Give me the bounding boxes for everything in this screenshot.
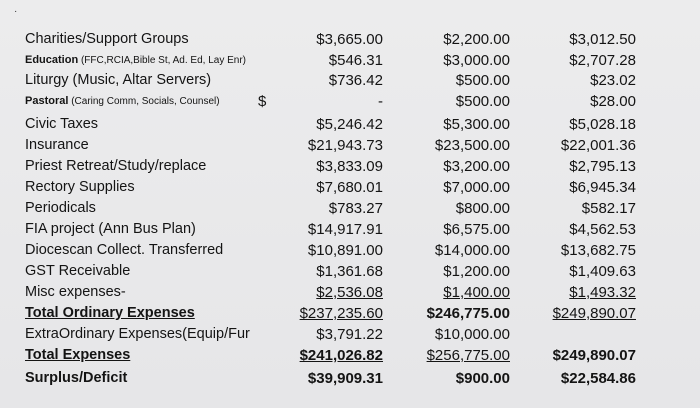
value-col2: $10,000.00: [434, 326, 510, 343]
row-label: Charities/Support Groups: [25, 31, 189, 47]
value-col2: $900.00: [455, 370, 510, 387]
value-col2: $800.00: [455, 200, 510, 217]
row-label-detail: (Caring Comm, Socials, Counsel): [68, 96, 220, 107]
table-row: [0, 135, 700, 156]
row-label: Insurance: [25, 137, 89, 153]
value-col1: $3,665.00: [316, 31, 383, 48]
table-row: [0, 282, 700, 303]
row-label: Total Ordinary Expenses: [25, 305, 195, 321]
value-col3: $22,584.86: [560, 370, 636, 387]
row-label: Rectory Supplies: [25, 179, 135, 195]
row-label-bold: Education: [25, 54, 79, 66]
value-col3: $1,409.63: [569, 263, 636, 280]
row-label: Surplus/Deficit: [25, 370, 128, 386]
row-label-detail: (FFC,RCIA,Bible St, Ad. Ed, Lay Enr): [78, 55, 247, 66]
corner-mark: ·: [14, 6, 18, 17]
value-col2: $500.00: [455, 72, 510, 89]
row-label: Misc expenses-: [25, 284, 126, 300]
value-col2: $7,000.00: [443, 179, 510, 196]
value-col1: $783.27: [328, 200, 383, 217]
table-row-surplus-deficit: [0, 368, 700, 389]
table-row: [0, 114, 700, 135]
value-col2: $1,400.00: [443, 284, 510, 301]
value-col1: $2,536.08: [316, 284, 383, 301]
value-col3: $582.17: [581, 200, 636, 217]
value-col3: $2,707.28: [569, 52, 636, 69]
table-row: [0, 91, 700, 112]
value-col1: $7,680.01: [316, 179, 383, 196]
row-label: Civic Taxes: [25, 116, 99, 132]
value-col1: $241,026.82: [299, 347, 383, 364]
row-label: Priest Retreat/Study/replace: [25, 158, 207, 174]
value-col1: $21,943.73: [307, 137, 383, 154]
row-label: ExtraOrdinary Expenses(Equip/Fur: [25, 326, 250, 342]
value-col1: $10,891.00: [307, 242, 383, 259]
table-row: [0, 324, 700, 345]
row-label: GST Receivable: [25, 263, 131, 279]
table-row: [0, 219, 700, 240]
value-col2: $23,500.00: [434, 137, 510, 154]
value-col2: $14,000.00: [434, 242, 510, 259]
table-row: [0, 177, 700, 198]
value-col1: $5,246.42: [316, 116, 383, 133]
value-col3: $1,493.32: [569, 284, 636, 301]
row-label: [25, 50, 246, 71]
row-label: Diocescan Collect. Transferred: [25, 242, 224, 258]
table-row-total-ordinary: [0, 303, 700, 324]
row-label-bold: Pastoral: [25, 95, 69, 107]
table-row: [0, 156, 700, 177]
table-row: [0, 261, 700, 282]
currency-symbol: $: [258, 93, 267, 110]
value-col2: $246,775.00: [426, 305, 510, 322]
value-col3: $13,682.75: [560, 242, 636, 259]
table-row: [0, 50, 700, 71]
value-col2: $500.00: [455, 93, 510, 110]
value-col2: $6,575.00: [443, 221, 510, 238]
value-col1: $237,235.60: [299, 305, 383, 322]
value-col2: $1,200.00: [443, 263, 510, 280]
value-col2: $2,200.00: [443, 31, 510, 48]
value-col3: $5,028.18: [569, 116, 636, 133]
value-col1: $736.42: [328, 72, 383, 89]
value-col1: $14,917.91: [307, 221, 383, 238]
value-col1: $3,833.09: [316, 158, 383, 175]
table-row: [0, 240, 700, 261]
table-row: [0, 198, 700, 219]
value-col1: $3,791.22: [316, 326, 383, 343]
value-col3: $23.02: [590, 72, 636, 89]
value-col1: $546.31: [328, 52, 383, 69]
value-col2: $3,200.00: [443, 158, 510, 175]
value-col1: $1,361.68: [316, 263, 383, 280]
value-col2: $256,775.00: [426, 347, 510, 364]
row-label: Total Expenses: [25, 347, 131, 363]
value-col3: $249,890.07: [552, 305, 636, 322]
value-col1: $39,909.31: [307, 370, 383, 387]
row-label: FIA project (Ann Bus Plan): [25, 221, 196, 237]
row-label: [25, 91, 220, 112]
row-label: Periodicals: [25, 200, 96, 216]
value-col3: $4,562.53: [569, 221, 636, 238]
value-col3: $28.00: [590, 93, 636, 110]
table-row-total-expenses: [0, 345, 700, 366]
row-label: Liturgy (Music, Altar Servers): [25, 72, 212, 88]
value-col2: $3,000.00: [443, 52, 510, 69]
value-col1: -: [378, 93, 383, 110]
value-col3: $3,012.50: [569, 31, 636, 48]
value-col3: $2,795.13: [569, 158, 636, 175]
value-col3: $249,890.07: [552, 347, 636, 364]
table-row: [0, 70, 700, 91]
table-row: [0, 29, 700, 50]
value-col3: $22,001.36: [560, 137, 636, 154]
value-col2: $5,300.00: [443, 116, 510, 133]
value-col3: $6,945.34: [569, 179, 636, 196]
